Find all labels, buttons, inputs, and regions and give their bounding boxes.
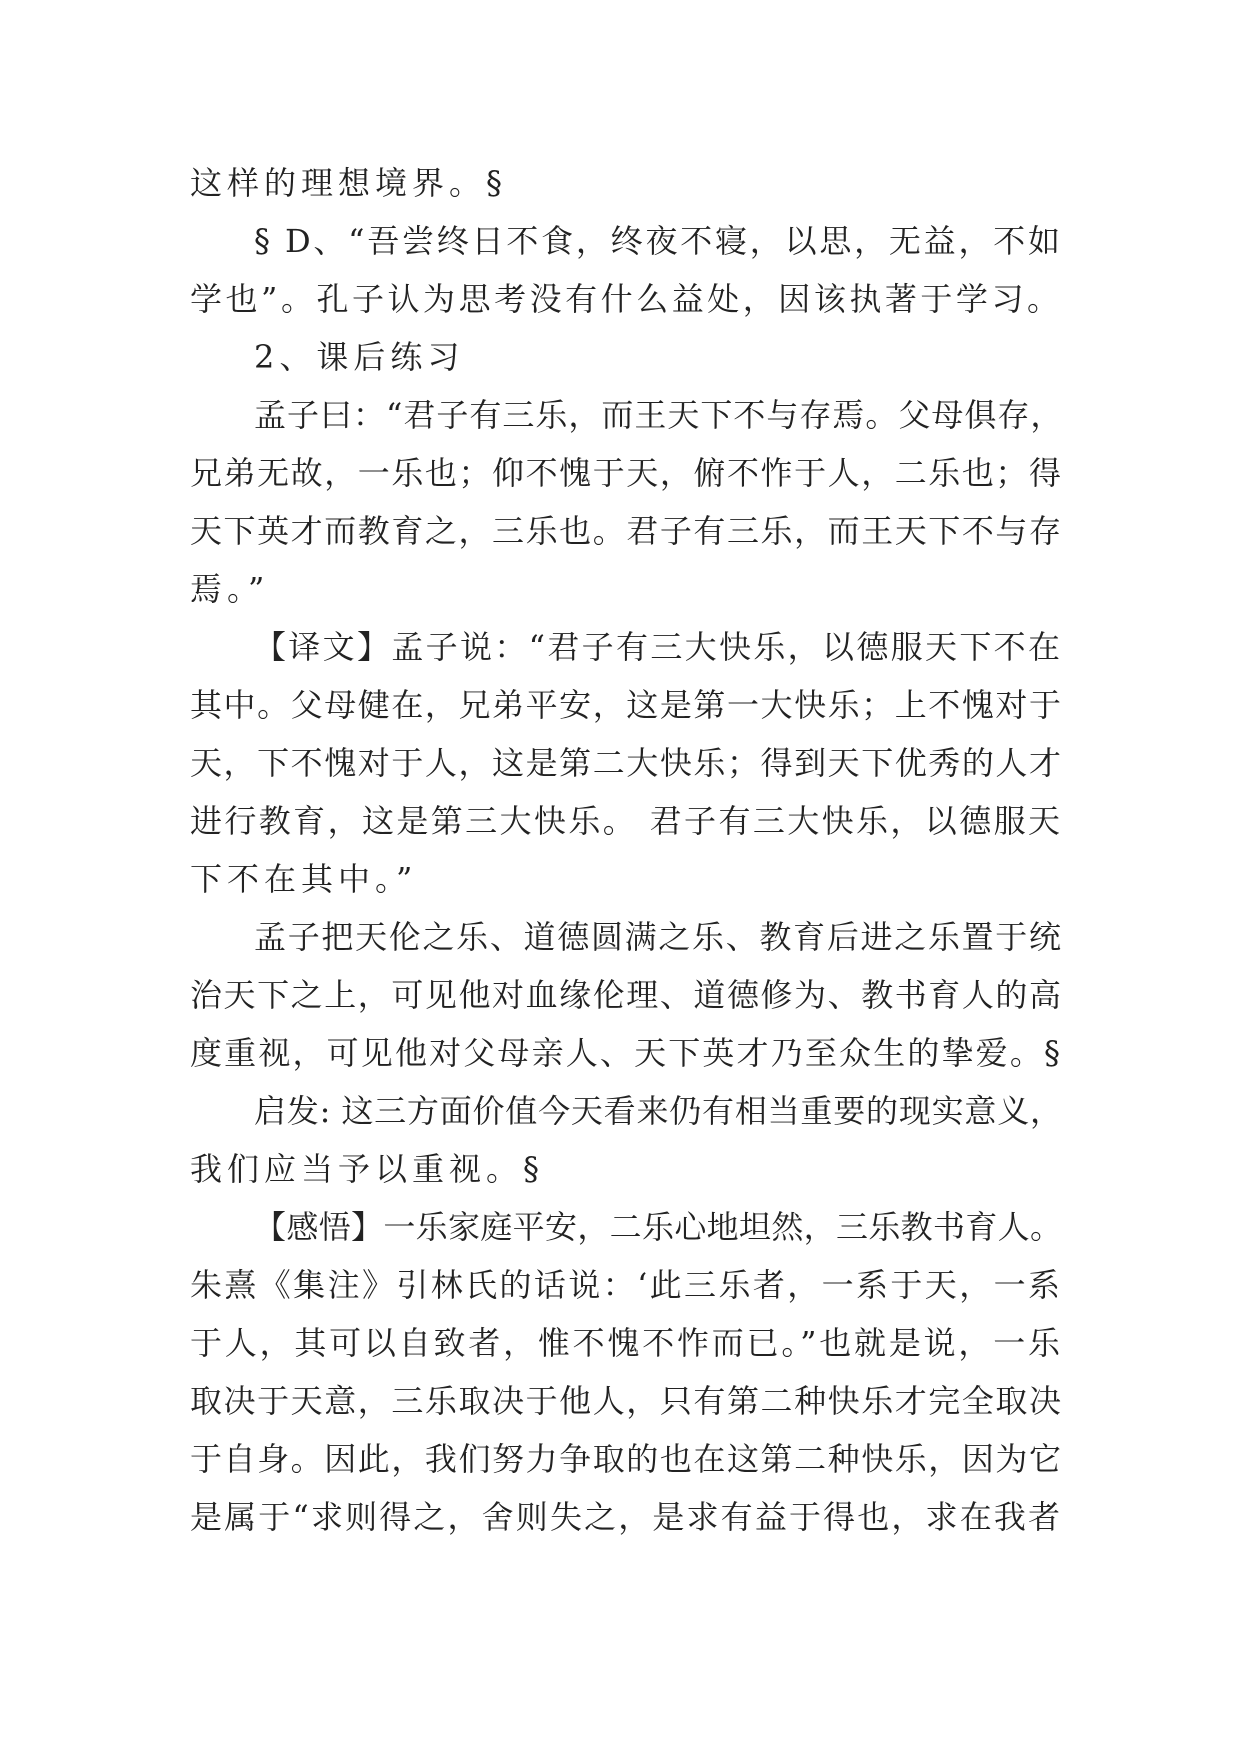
- section-heading: 2、课后练习: [254, 338, 465, 376]
- text-line: 天，下不愧对于人，这是第二大快乐；得到天下优秀的人才: [190, 744, 1062, 782]
- text-line: 于自身。因此，我们努力争取的也在这第二种快乐，因为它: [190, 1440, 1062, 1478]
- text-line: 朱熹《集注》引林氏的话说：‘此三乐者，一系于天，一系: [190, 1266, 1062, 1304]
- document-body: [190, 154, 1062, 1546]
- text-line: 焉。”: [190, 570, 270, 608]
- text-line: 【译文】孟子说：“君子有三大快乐，以德服天下不在: [254, 628, 1062, 666]
- text-line: 孟子把天伦之乐、道德圆满之乐、教育后进之乐置于统: [254, 918, 1062, 956]
- text-line: 其中。父母健在，兄弟平安，这是第一大快乐；上不愧对于: [190, 686, 1062, 724]
- text-line: 下不在其中。”: [190, 860, 418, 898]
- text-line: 取决于天意，三乐取决于他人，只有第二种快乐才完全取决: [190, 1382, 1062, 1420]
- text-line: 我们应当予以重视。§: [190, 1150, 545, 1188]
- text-line: 【感悟】一乐家庭平安，二乐心地坦然，三乐教书育人。: [254, 1208, 1062, 1246]
- text-line: 兄弟无故，一乐也；仰不愧于天，俯不怍于人，二乐也；得: [190, 454, 1062, 492]
- text-line: 启发: 这三方面价值今天看来仍有相当重要的现实意义，: [254, 1092, 1062, 1130]
- text-line: 治天下之上，可见他对血缘伦理、道德修为、教书育人的高: [190, 976, 1062, 1014]
- text-line: 进行教育，这是第三大快乐。 君子有三大快乐，以德服天: [190, 802, 1062, 840]
- text-line: § D、“吾尝终日不食，终夜不寝，以思，无益，不如: [254, 222, 1062, 260]
- text-line: 天下英才而教育之，三乐也。君子有三乐，而王天下不与存: [190, 512, 1062, 550]
- text-line: 是属于“求则得之，舍则失之，是求有益于得也，求在我者: [190, 1498, 1062, 1536]
- text-line: 度重视，可见他对父母亲人、天下英才乃至众生的挚爱。§: [190, 1034, 1062, 1072]
- text-line: 孟子曰：“君子有三乐，而王天下不与存焉。父母俱存，: [254, 396, 1064, 434]
- text-line: 这样的理想境界。§: [190, 164, 508, 202]
- text-line: 学也”。孔子认为思考没有什么益处，因该执著于学习。: [190, 280, 1062, 318]
- text-line: 于人，其可以自致者，惟不愧不怍而已。”也就是说，一乐: [190, 1324, 1062, 1362]
